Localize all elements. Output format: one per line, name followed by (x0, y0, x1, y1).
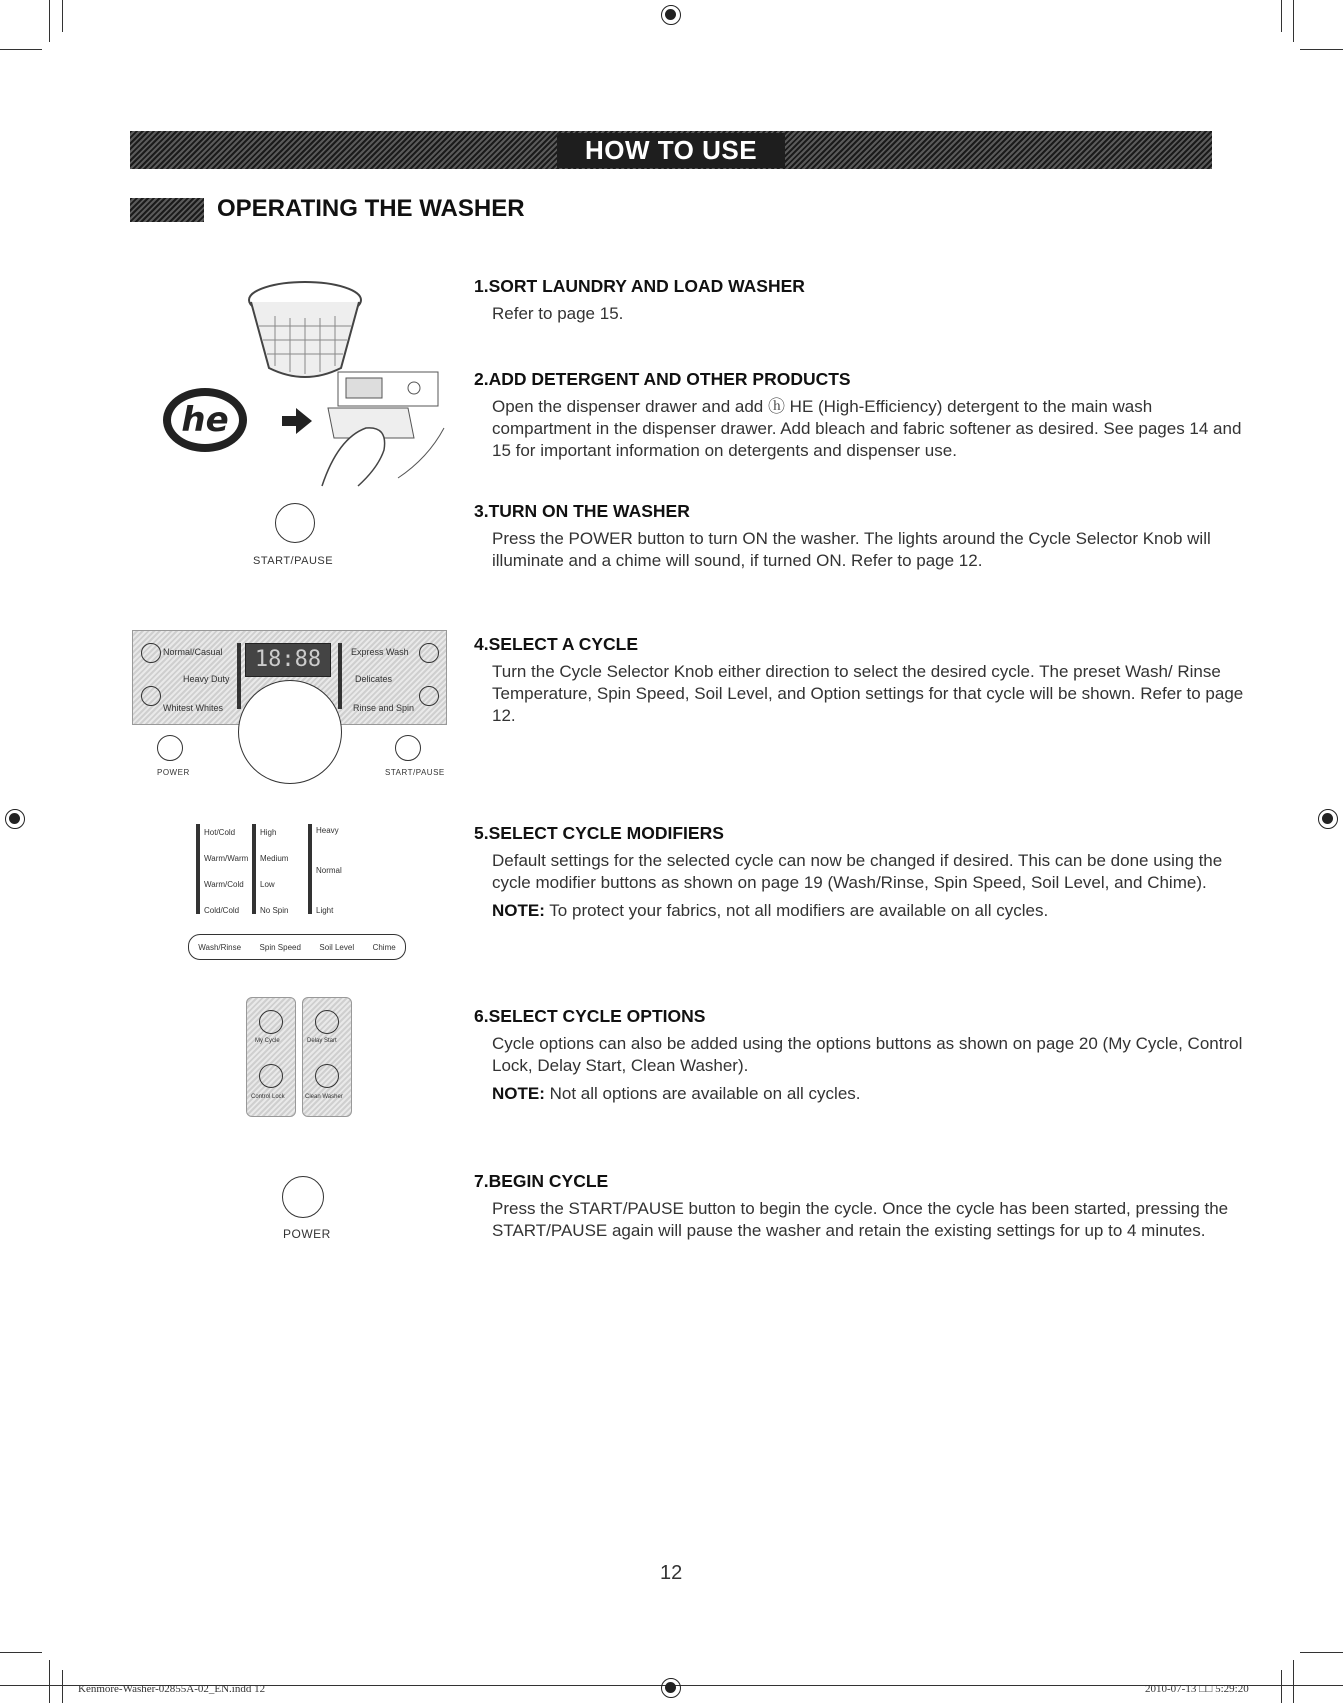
panel-display (245, 643, 331, 677)
registration-mark-icon (5, 809, 25, 829)
crop-mark (49, 1660, 50, 1703)
step-4 (474, 634, 1252, 727)
temp-label: Cold/Cold (204, 906, 240, 915)
panel-button-icon (141, 643, 161, 663)
registration-mark-icon (661, 5, 681, 25)
step-body: Turn the Cycle Selector Knob either direction to select the desired cycle. The preset Wash/ Rinse Temperature, Spin Speed, Soil Level, and Option settings for that cycle will be shown. Refer to page 12. (492, 662, 1244, 725)
section-marker (130, 198, 204, 222)
spin-label: Low (260, 880, 275, 889)
note-text: To protect your fabrics, not all modifiers are available on all cycles. (544, 901, 1049, 920)
panel-button-icon (141, 686, 161, 706)
modifier-button-label: Chime (372, 942, 396, 952)
panel-label: Whitest Whites (163, 703, 224, 713)
modifier-button-label: Spin Speed (259, 942, 301, 952)
soil-label: Normal (316, 866, 342, 875)
crop-mark (0, 1652, 42, 1653)
led-strip (196, 824, 200, 914)
step-heading: 6.SELECT CYCLE OPTIONS (474, 1006, 706, 1026)
page-number: 12 (660, 1562, 683, 1584)
temp-label: Warm/Warm (204, 854, 249, 863)
modifiers-illustration (188, 820, 408, 960)
section-title: OPERATING THE WASHER (217, 195, 525, 222)
section-banner (130, 131, 1212, 169)
crop-mark (1281, 1670, 1282, 1703)
step-6 (474, 1006, 1252, 1105)
modifier-button-label: Wash/Rinse (198, 942, 242, 952)
step-5 (474, 823, 1252, 922)
svg-text:he: he (181, 400, 229, 440)
step-body: Open the dispenser drawer and add ⓗ HE (High-Efficiency) detergent to the main wash compartment in the dispenser drawer. Add bleach and fabric softener as desired. See pages 14 and 15 for important information on detergents and dispenser use. (492, 397, 1242, 460)
option-button-icon (259, 1064, 283, 1088)
step-heading: 7.BEGIN CYCLE (474, 1171, 609, 1191)
soil-label: Heavy (316, 826, 339, 835)
panel-label: Express Wash (351, 647, 409, 657)
led-strip (338, 643, 342, 709)
note-label: NOTE: (492, 901, 545, 920)
soil-label: Light (316, 906, 334, 915)
arrow-right-icon (282, 408, 312, 434)
footer-timestamp: 2010-07-13 □□ 5:29:20 (1145, 1683, 1249, 1695)
step-note (492, 1083, 1252, 1105)
start-pause-button-icon (275, 503, 315, 543)
step-heading: 5.SELECT CYCLE MODIFIERS (474, 823, 724, 843)
option-button-icon (315, 1064, 339, 1088)
step-body: Default settings for the selected cycle can now be changed if desired. This can be done using the cycle modifier buttons as shown on page 19 (Wash/Rinse, Spin Speed, Soil Level, and Chime). (492, 851, 1223, 892)
options-panel-left (246, 997, 296, 1117)
panel-label: Delicates (355, 674, 393, 684)
step-note (492, 900, 1252, 922)
power-caption-small: POWER (157, 768, 190, 777)
note-text: Not all options are available on all cycles. (544, 1084, 861, 1103)
option-label: My Cycle (255, 1038, 280, 1044)
he-logo-icon (160, 385, 250, 455)
footer-file-name: Kenmore-Washer-02855A-02_EN.indd 12 (78, 1683, 266, 1695)
option-label: Delay Start (307, 1038, 337, 1044)
dispenser-drawer-icon (318, 368, 448, 488)
spin-label: High (260, 828, 277, 837)
power-caption: POWER (283, 1227, 331, 1241)
modifier-button-bar (188, 934, 406, 960)
start-pause-caption-small: START/PAUSE (385, 768, 445, 777)
note-label: NOTE: (492, 1084, 545, 1103)
crop-mark (1293, 1660, 1294, 1703)
crop-mark (1300, 49, 1343, 50)
panel-button-icon (419, 643, 439, 663)
modifier-button-label: Soil Level (319, 942, 355, 952)
crop-mark (49, 0, 50, 42)
step-body: Press the START/PAUSE button to begin the cycle. Once the cycle has been started, pressing the START/PAUSE again will pause the washer and retain the existing settings for up to 4 minutes. (492, 1199, 1229, 1240)
crop-mark (62, 0, 63, 32)
panel-button-icon (419, 686, 439, 706)
step-body: Press the POWER button to turn ON the washer. The lights around the Cycle Selector Knob will illuminate and a chime will sound, if turned ON. Refer to page 12. (492, 529, 1211, 570)
crop-mark (1281, 0, 1282, 32)
step-heading: 1.SORT LAUNDRY AND LOAD WASHER (474, 276, 805, 296)
start-pause-caption: START/PAUSE (253, 555, 334, 567)
step-heading: 4.SELECT A CYCLE (474, 634, 639, 654)
spin-label: Medium (260, 854, 289, 863)
cycle-knob-icon (238, 680, 342, 784)
banner-title: HOW TO USE (557, 133, 785, 168)
temp-label: Hot/Cold (204, 828, 236, 837)
step-3 (474, 501, 1252, 572)
crop-mark (62, 1670, 63, 1703)
step-7 (474, 1171, 1252, 1242)
step-2 (474, 369, 1252, 462)
led-strip (252, 824, 256, 914)
option-label: Clean Washer (305, 1094, 343, 1100)
power-button-icon (282, 1176, 324, 1218)
crop-mark (0, 49, 42, 50)
option-button-icon (259, 1010, 283, 1034)
step-body: Refer to page 15. (492, 304, 624, 323)
step-body: Cycle options can also be added using the options buttons as shown on page 20 (My Cycle, Control Lock, Delay Start, Clean Washer). (492, 1034, 1243, 1075)
crop-mark (1300, 1652, 1343, 1653)
step-1 (474, 276, 1252, 325)
power-button-icon (157, 735, 183, 761)
start-pause-button-icon (395, 735, 421, 761)
step-heading: 3.TURN ON THE WASHER (474, 501, 690, 521)
options-panel-right (302, 997, 352, 1117)
panel-label: Normal/Casual (163, 647, 223, 657)
temp-label: Warm/Cold (204, 880, 244, 889)
option-label: Control Lock (251, 1094, 285, 1100)
spin-label: No Spin (260, 906, 289, 915)
display-digits: 18:88 (254, 647, 322, 672)
led-strip (237, 643, 241, 709)
registration-mark-icon (1318, 809, 1338, 829)
crop-mark (1293, 0, 1294, 42)
panel-label: Heavy Duty (183, 674, 230, 684)
registration-mark-icon (661, 1678, 681, 1698)
panel-label: Rinse and Spin (353, 703, 415, 713)
step-heading: 2.ADD DETERGENT AND OTHER PRODUCTS (474, 369, 851, 389)
led-strip (308, 824, 312, 914)
option-button-icon (315, 1010, 339, 1034)
